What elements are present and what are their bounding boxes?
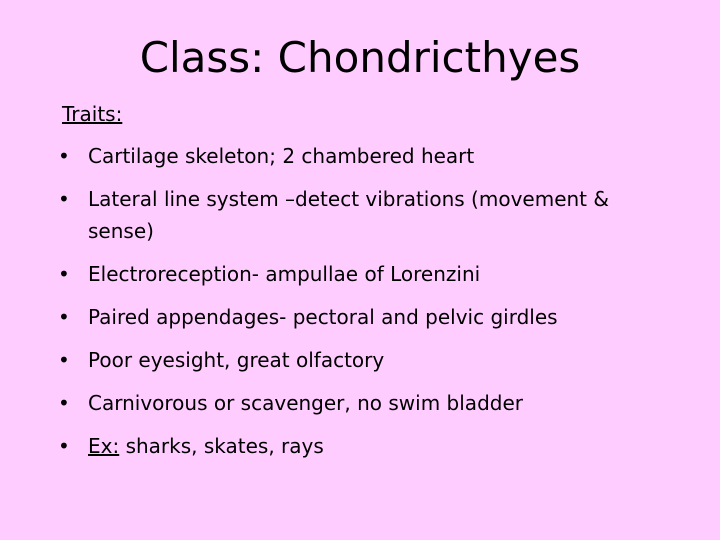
bullet-item [58,301,668,333]
example-label: Ex: [88,434,120,458]
bullet-item-example [58,430,668,462]
bullet-dot: • [58,187,70,211]
bullet-item [58,344,668,376]
bullet-dot: • [58,144,70,168]
traits-heading: Traits: [62,102,123,126]
traits-list [58,140,668,473]
bullet-text: Carnivorous or scavenger, no swim bladder [88,391,523,415]
bullet-item [58,387,668,419]
example-text: sharks, skates, rays [119,434,324,458]
bullet-dot: • [58,348,70,372]
bullet-item [58,140,668,172]
bullet-text: Electroreception- ampullae of Lorenzini [88,262,481,286]
bullet-text: Paired appendages- pectoral and pelvic girdles [88,305,558,329]
bullet-dot: • [58,305,70,329]
bullet-dot: • [58,262,70,286]
bullet-text: Cartilage skeleton; 2 chambered heart [88,144,475,168]
bullet-item [58,183,668,247]
bullet-item [58,258,668,290]
bullet-text: Poor eyesight, great olfactory [88,348,385,372]
bullet-dot: • [58,391,70,415]
bullet-dot: • [58,434,70,458]
bullet-text: Lateral line system –detect vibrations (movement & sense) [88,187,609,243]
slide-title: Class: Chondricthyes [139,33,581,82]
